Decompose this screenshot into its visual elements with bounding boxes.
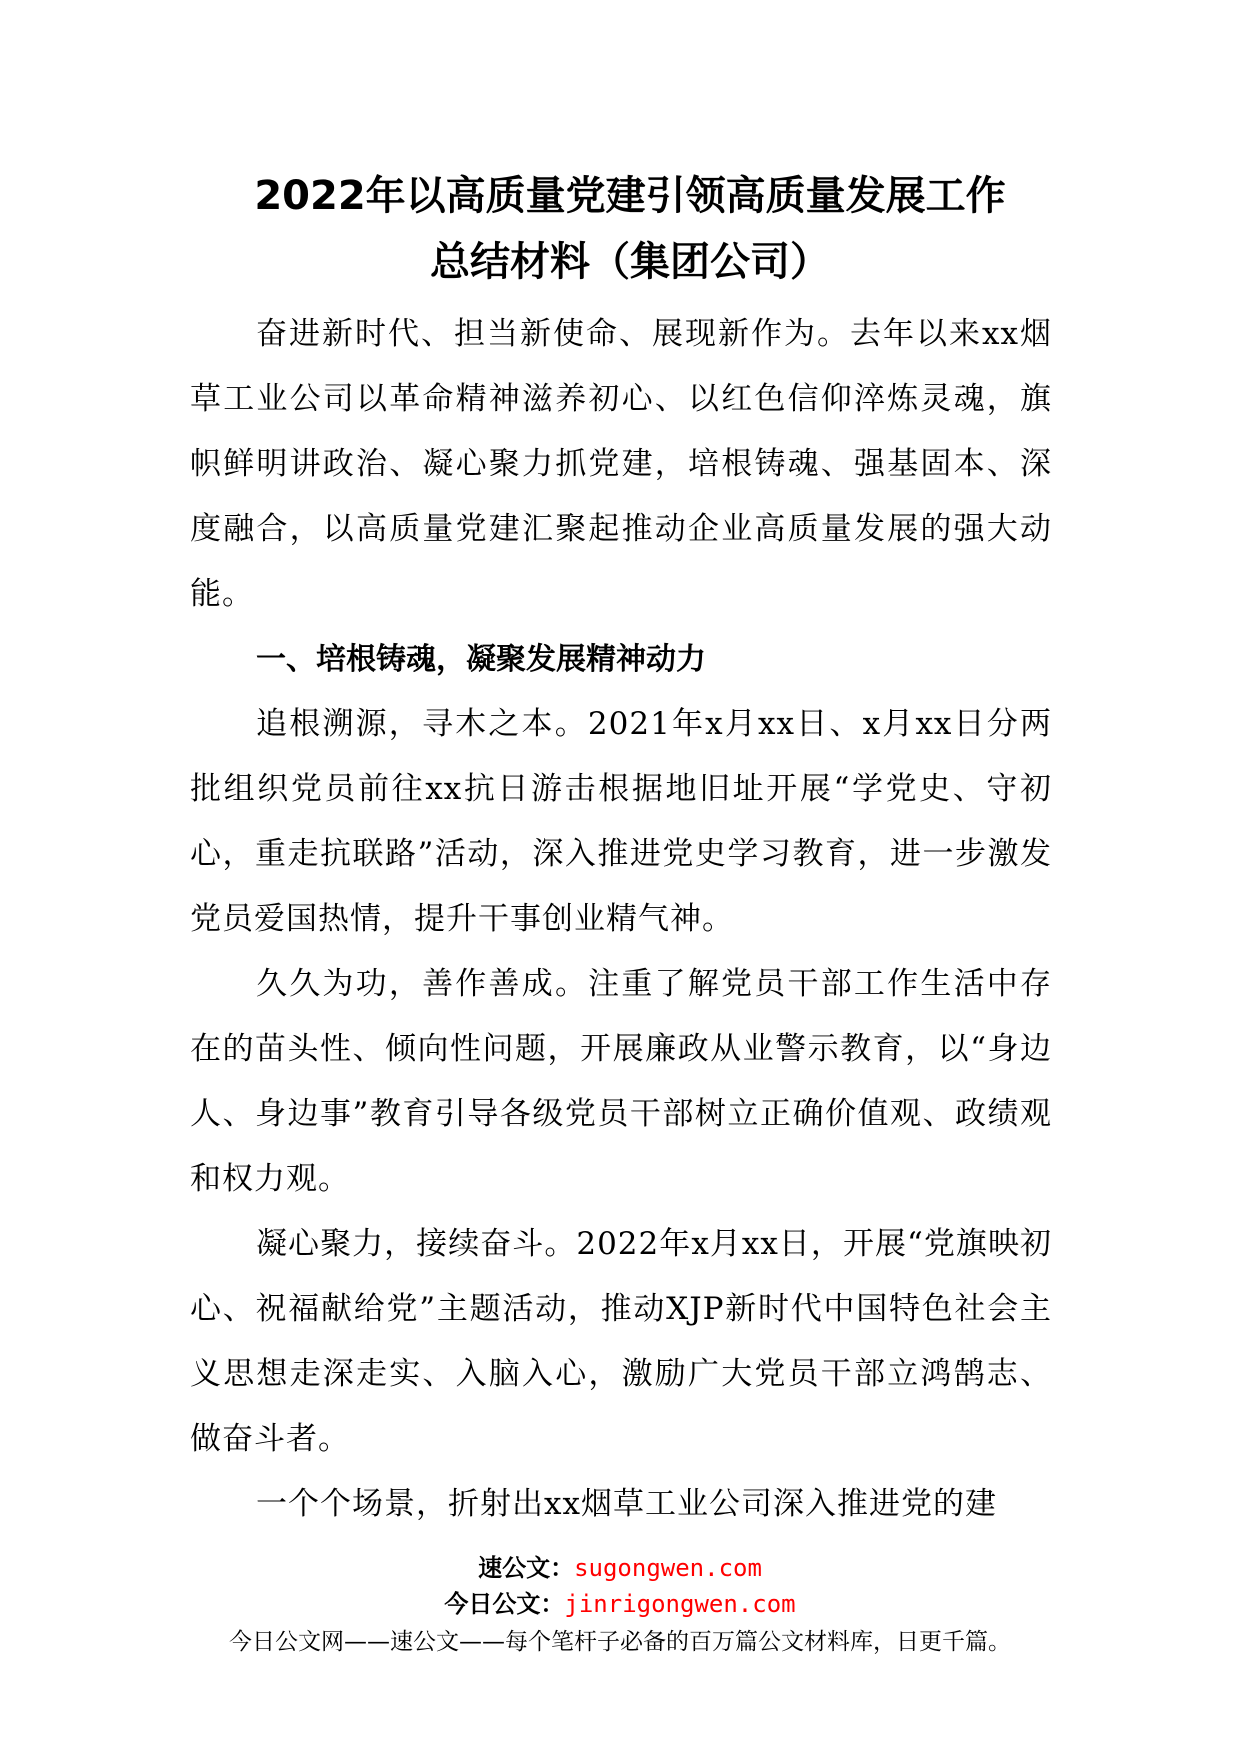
footer-link-jinrigongwen[interactable]: jinrigongwen.com [564, 1590, 796, 1618]
paragraph: 一个个场景，折射出xx烟草工业公司深入推进党的建 [256, 1486, 997, 1522]
paragraph: 追根溯源，寻木之本。2021年x月xx日、x月xx日分两批组织党员前往xx抗日游击根据地旧址开展“学党史、守初心，重走抗联路”活动，深入推进党史学习教育，进一步激发党员爱国热情，提升干事创业精气神。 [190, 706, 1052, 937]
document-body [190, 302, 1052, 1537]
section-heading-1: 一、培根铸魂，凝聚发展精神动力 [256, 642, 706, 677]
paragraph-intro: 奋进新时代、担当新使命、展现新作为。去年以来xx烟草工业公司以革命精神滋养初心、以红色信仰淬炼灵魂，旗帜鲜明讲政治、凝心聚力抓党建，培根铸魂、强基固本、深度融合，以高质量党建汇聚起推动企业高质量发展的强大动能。 [190, 316, 1052, 612]
footer-slogan: 今日公文网——速公文——每个笔杆子必备的百万篇公文材料库，日更千篇。 [229, 1629, 1011, 1655]
footer-label-2: 今日公文： [444, 1590, 565, 1618]
footer-site-line-2 [0, 1588, 1240, 1620]
paragraph: 久久为功，善作善成。注重了解党员干部工作生活中存在的苗头性、倾向性问题，开展廉政从业警示教育，以“身边人、身边事”教育引导各级党员干部树立正确价值观、政绩观和权力观。 [190, 966, 1052, 1197]
footer-label-1: 速公文： [478, 1554, 575, 1582]
footer-site-line-1 [0, 1552, 1240, 1584]
document-title-line-1: 2022年以高质量党建引领高质量发展工作 [254, 173, 1006, 219]
footer-link-sugongwen[interactable]: sugongwen.com [574, 1554, 762, 1582]
paragraph: 凝心聚力，接续奋斗。2022年x月xx日，开展“党旗映初心、祝福献给党”主题活动，推动XJP新时代中国特色社会主义思想走深走实、入脑入心，激励广大党员干部立鸿鹄志、做奋斗者。 [190, 1226, 1052, 1457]
document-title-line-2: 总结材料（集团公司） [430, 239, 830, 285]
